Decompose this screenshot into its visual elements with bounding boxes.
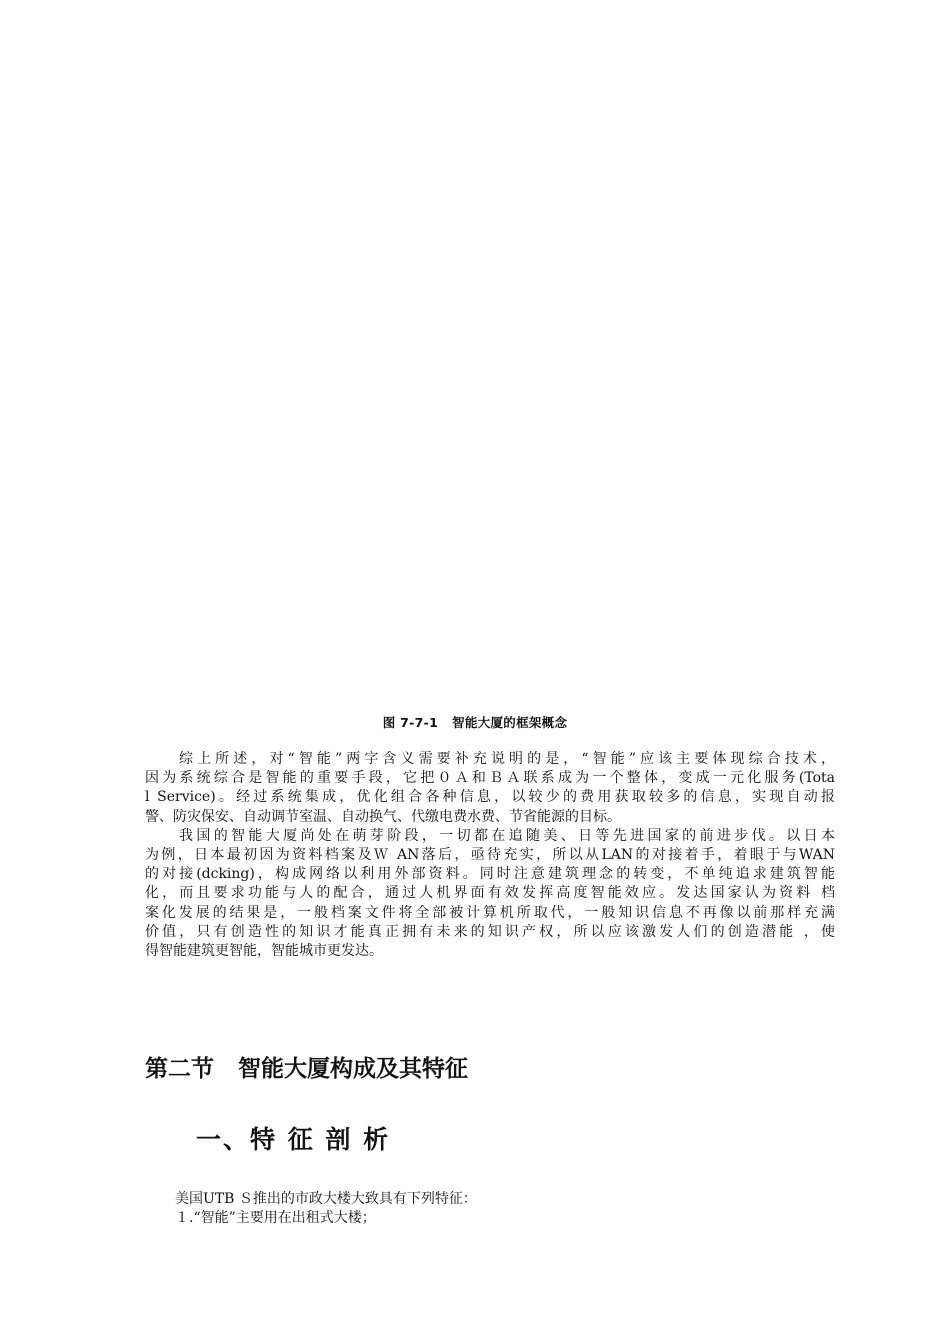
text-line: 得智能建筑更智能，智能城市更发达。	[145, 943, 383, 960]
text-line: l Service)。经过系统集成，优化组合各种信息，以较少的费用获取较多的信息，实现自动报	[145, 789, 835, 806]
paragraph-china-status	[145, 827, 835, 961]
list-item: １.“智能”主要用在出租式大楼；	[175, 1210, 376, 1227]
text-line: 因为系统综合是智能的重要手段，它把０Ａ和ＢＡ联系成为一个整体，变成一元化服务(Tota	[145, 770, 835, 787]
text-line: 综上所述，对“智能”两字含义需要补充说明的是，“智能”应该主要体现综合技术，	[179, 751, 835, 767]
body-text	[145, 750, 835, 961]
text-line: 为例，日本最初因为资料档案及Ｗ AN落后，亟待充实，所以从LAN的对接着手，着眼于与WAN	[145, 847, 835, 864]
figure-image-area	[145, 40, 835, 690]
text-line: 警、防灾保安、自动调节室温、自动换气、代缴电费水费、节省能源的目标。	[145, 808, 621, 825]
paragraph-summary	[145, 750, 835, 827]
subsection-heading: 一、特 征 剖 析	[196, 1125, 391, 1154]
text-line: 的对接(dcking)，构成网络以利用外部资料。同时注意建筑理念的转变，不单纯追求建筑智能	[145, 866, 835, 883]
section-heading: 第二节 智能大厦构成及其特征	[145, 1056, 469, 1082]
text-line: 价值，只有创造性的知识才能真正拥有未来的知识产权，所以应该激发人们的创造潜能 ，使	[145, 923, 835, 940]
text-line: 化，而且要求功能与人的配合，通过人机界面有效发挥高度智能效应。发达国家认为资料 档	[145, 885, 835, 902]
text-line: 我国的智能大厦尚处在萌芽阶段，一切都在追随美、日等先进国家的前进步伐。以日本	[179, 827, 835, 844]
feature-list	[175, 1190, 835, 1228]
list-intro: 美国UTB Ｓ推出的市政大楼大致具有下列特征：	[175, 1191, 477, 1207]
text-line: 案化发展的结果是，一般档案文件将全部被计算机所取代，一般知识信息不再像以前那样充满	[145, 904, 835, 921]
figure-caption: 图 7-7-1 智能大厦的框架概念	[382, 715, 568, 730]
